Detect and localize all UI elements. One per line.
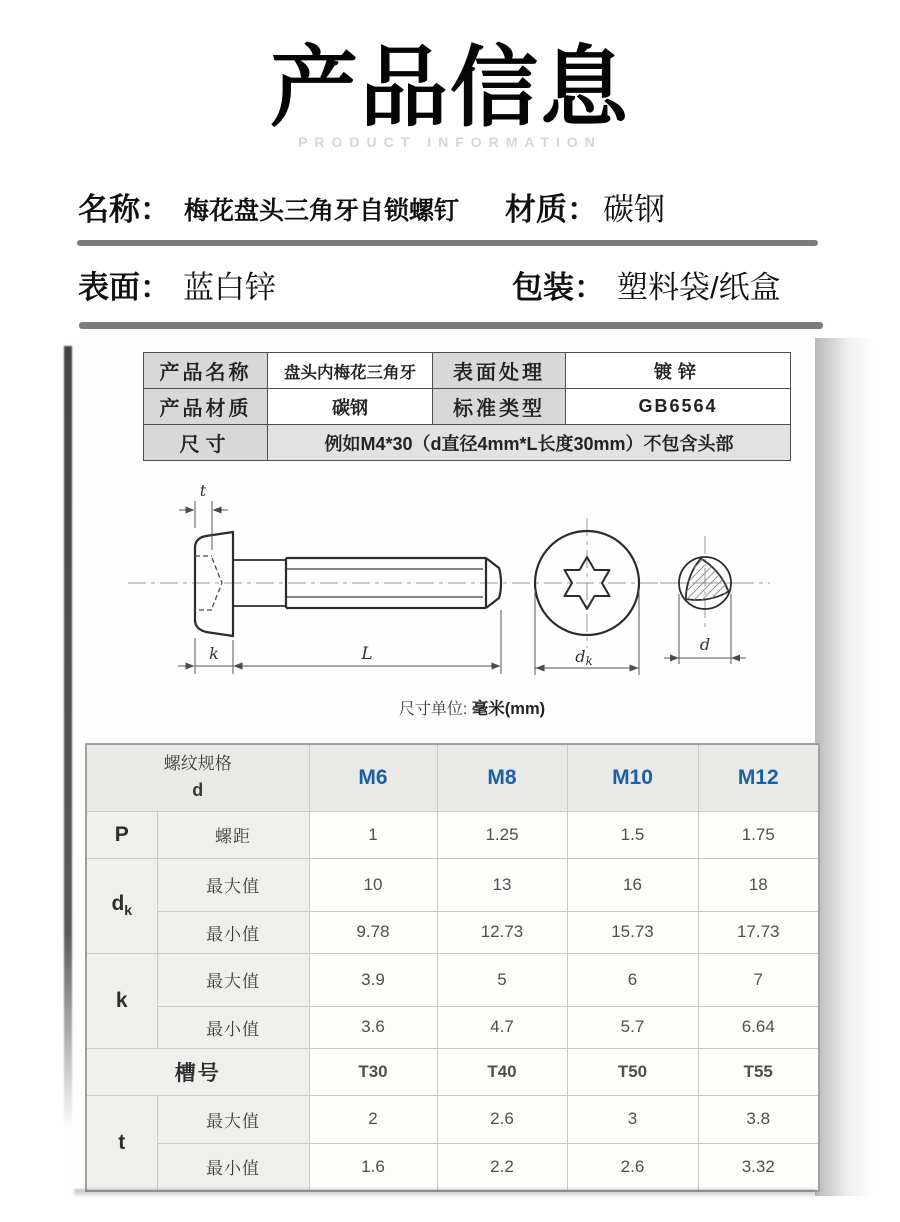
info-row xyxy=(144,425,791,461)
slot-number-label: 槽号 xyxy=(86,1048,309,1095)
product-material-value-cell: 碳钢 xyxy=(268,389,433,425)
spec-value-cell: 2.2 xyxy=(437,1143,567,1191)
t-label: t xyxy=(199,481,207,500)
triangle-thread-section-view xyxy=(646,536,765,664)
product-material-label-cell: 产品材质 xyxy=(144,389,268,425)
spec-value-cell: T30 xyxy=(309,1048,437,1095)
spec-row-k-max xyxy=(86,953,819,1006)
product-name-value-cell: 盘头内梅花三角牙 xyxy=(268,353,433,389)
info-row xyxy=(144,389,791,425)
spec-value-cell: 4.7 xyxy=(437,1006,567,1048)
L-label: L xyxy=(361,644,373,664)
column-header-m10: M10 xyxy=(567,744,698,811)
spec-value-cell: 1.75 xyxy=(698,811,819,858)
material-label: 材质： xyxy=(505,192,598,227)
standard-type-label-cell: 标准类型 xyxy=(433,389,566,425)
spec-value-cell: 18 xyxy=(698,858,819,911)
spec-value-cell: 2 xyxy=(309,1095,437,1143)
sub-label: 最小值 xyxy=(157,1143,309,1191)
material-value: 碳钢 xyxy=(603,192,665,227)
size-label-cell: 尺寸 xyxy=(144,425,268,461)
spec-value-cell: 5.7 xyxy=(567,1006,698,1048)
size-value-cell: 例如M4*30（d直径4mm*L长度30mm）不包含头部 xyxy=(268,425,791,461)
sub-label: 最大值 xyxy=(157,1095,309,1143)
screw-side-view xyxy=(195,532,501,636)
dk-label: dk xyxy=(575,647,593,668)
spec-row-dk-min xyxy=(86,911,819,953)
torx-head-view xyxy=(535,518,639,675)
spec-value-cell: 2.6 xyxy=(567,1143,698,1191)
spec-value-cell: 12.73 xyxy=(437,911,567,953)
page-subtitle: PRODUCT INFORMATION xyxy=(298,134,602,150)
product-sheet-photo xyxy=(62,338,874,1196)
thread-spec-header-cell xyxy=(86,744,309,811)
spec-value-cell: 1.5 xyxy=(567,811,698,858)
spec-row-k-min xyxy=(86,1006,819,1048)
column-header-m6: M6 xyxy=(309,744,437,811)
spec-value-cell: T55 xyxy=(698,1048,819,1095)
page-title: 产品信息 xyxy=(269,38,630,137)
spec-value-cell: 3.9 xyxy=(309,953,437,1006)
spec-header-row xyxy=(86,744,819,811)
d-label: d xyxy=(699,635,711,654)
spec-value-cell: 3 xyxy=(567,1095,698,1143)
spec-value-cell: 5 xyxy=(437,953,567,1006)
k-label: k xyxy=(209,644,219,663)
packaging-label: 包装： xyxy=(512,270,605,305)
spec-value-cell: 1.6 xyxy=(309,1143,437,1191)
spec-row-slot xyxy=(86,1048,819,1095)
sub-label: 最小值 xyxy=(157,1006,309,1048)
spec-row-t-max xyxy=(86,1095,819,1143)
column-header-m8: M8 xyxy=(437,744,567,811)
spec-value-cell: 1.25 xyxy=(437,811,567,858)
spec-value-cell: 2.6 xyxy=(437,1095,567,1143)
spec-row-t-min xyxy=(86,1143,819,1191)
sub-label: 最大值 xyxy=(157,953,309,1006)
spec-value-cell: 3.8 xyxy=(698,1095,819,1143)
unit-caption-prefix: 尺寸单位: xyxy=(398,701,472,718)
photo-left-edge xyxy=(64,346,72,1130)
photo-right-shade xyxy=(815,338,874,1196)
spec-value-cell: 1 xyxy=(309,811,437,858)
info-row xyxy=(144,353,791,389)
spec-value-cell: T50 xyxy=(567,1048,698,1095)
surface-treatment-label-cell: 表面处理 xyxy=(433,353,566,389)
group-label-k: k xyxy=(86,953,157,1048)
spec-value-cell: 3.32 xyxy=(698,1143,819,1191)
dimension-t xyxy=(179,481,228,550)
name-label: 名称： xyxy=(78,192,171,227)
thread-spec-line2: d xyxy=(192,780,204,801)
photo-bottom-shade xyxy=(74,1189,816,1198)
spec-row-dk-max xyxy=(86,858,819,911)
surface-value: 蓝白锌 xyxy=(183,270,276,305)
sub-label: 最小值 xyxy=(157,911,309,953)
surface-treatment-value-cell: 镀锌 xyxy=(566,353,791,389)
spec-value-cell: 17.73 xyxy=(698,911,819,953)
unit-caption-value: 毫米(mm) xyxy=(471,700,546,718)
divider-bottom xyxy=(79,322,823,329)
spec-row-p xyxy=(86,811,819,858)
name-value: 梅花盘头三角牙自锁螺钉 xyxy=(184,197,460,225)
screw-technical-drawing xyxy=(120,478,780,703)
spec-value-cell: 9.78 xyxy=(309,911,437,953)
spec-value-cell: 13 xyxy=(437,858,567,911)
packaging-value: 塑料袋/纸盒 xyxy=(617,270,781,305)
column-header-m12: M12 xyxy=(698,744,819,811)
surface-label: 表面： xyxy=(78,270,171,305)
thread-spec-line1: 螺纹规格 xyxy=(163,754,232,774)
unit-caption xyxy=(282,695,662,719)
spec-value-cell: 16 xyxy=(567,858,698,911)
divider-top xyxy=(77,240,818,246)
spec-value-cell: 6.64 xyxy=(698,1006,819,1048)
sub-label: 螺距 xyxy=(157,811,309,858)
spec-value-cell: 6 xyxy=(567,953,698,1006)
product-info-table xyxy=(143,352,791,461)
product-name-label-cell: 产品名称 xyxy=(144,353,268,389)
spec-value-cell: 7 xyxy=(698,953,819,1006)
spec-value-cell: 15.73 xyxy=(567,911,698,953)
spec-value-cell: T40 xyxy=(437,1048,567,1095)
group-label-t: t xyxy=(86,1095,157,1191)
spec-value-cell: 3.6 xyxy=(309,1006,437,1048)
group-label-p: P xyxy=(86,811,157,858)
dimension-k-L xyxy=(178,610,501,674)
standard-type-value-cell: GB6564 xyxy=(566,389,791,425)
spec-value-cell: 10 xyxy=(309,858,437,911)
group-label-dk: $d_k$ xyxy=(86,858,157,953)
sub-label: 最大值 xyxy=(157,858,309,911)
spec-table xyxy=(85,743,820,1192)
